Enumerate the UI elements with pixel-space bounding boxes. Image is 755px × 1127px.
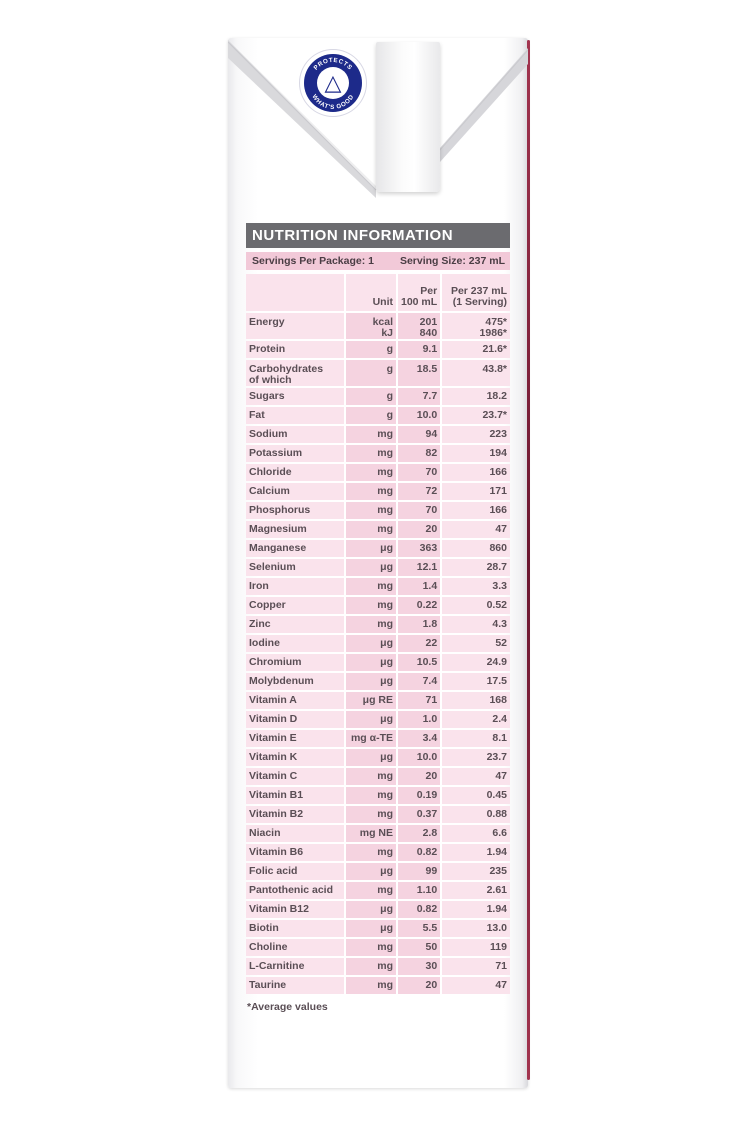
table-row — [246, 901, 510, 918]
table-row — [246, 806, 510, 823]
value-per100: 9.1 — [398, 341, 440, 358]
value-per-serving: 6.6 — [442, 825, 510, 842]
value-per100: 18.5 — [398, 360, 440, 386]
table-row — [246, 920, 510, 937]
value-per100: 20 — [398, 768, 440, 785]
table-row — [246, 313, 510, 339]
value-per100: 7.7 — [398, 388, 440, 405]
value-per-serving: 194 — [442, 445, 510, 462]
value-per100: 12.1 — [398, 559, 440, 576]
footnote: *Average values — [247, 1001, 328, 1013]
nutrient-unit: μg — [346, 635, 396, 652]
nutrient-unit: μg — [346, 540, 396, 557]
value-per100: 72 — [398, 483, 440, 500]
nutrient-unit: mg — [346, 464, 396, 481]
nutrition-table — [244, 272, 512, 996]
nutrient-name: Phosphorus — [246, 502, 344, 519]
nutrient-name: Taurine — [246, 977, 344, 994]
nutrient-unit: mg NE — [346, 825, 396, 842]
value-per-serving: 0.52 — [442, 597, 510, 614]
value-per-serving: 223 — [442, 426, 510, 443]
table-row — [246, 341, 510, 358]
nutrient-unit: mg — [346, 483, 396, 500]
svg-text:PROTECTS: PROTECTS — [312, 56, 354, 72]
table-row — [246, 578, 510, 595]
nutrient-name: Magnesium — [246, 521, 344, 538]
value-per-serving: 860 — [442, 540, 510, 557]
value-per100: 7.4 — [398, 673, 440, 690]
value-per-serving: 4.3 — [442, 616, 510, 633]
table-row — [246, 882, 510, 899]
value-per100: 82 — [398, 445, 440, 462]
nutrient-unit: mg — [346, 882, 396, 899]
nutrient-unit: μg — [346, 863, 396, 880]
value-per100: 50 — [398, 939, 440, 956]
value-per-serving: 52 — [442, 635, 510, 652]
table-row — [246, 654, 510, 671]
value-per100: 3.4 — [398, 730, 440, 747]
nutrient-unit: μg — [346, 749, 396, 766]
nutrient-name: Vitamin C — [246, 768, 344, 785]
carton-seal-flap — [376, 42, 440, 192]
nutrient-name: Vitamin B2 — [246, 806, 344, 823]
nutrient-unit: mg — [346, 616, 396, 633]
value-per100: 201 840 — [398, 313, 440, 339]
nutrient-unit: μg — [346, 711, 396, 728]
table-row — [246, 521, 510, 538]
value-per-serving: 2.61 — [442, 882, 510, 899]
value-per100: 30 — [398, 958, 440, 975]
nutrient-unit: g — [346, 341, 396, 358]
value-per-serving: 168 — [442, 692, 510, 709]
value-per100: 1.0 — [398, 711, 440, 728]
nutrient-unit: g — [346, 360, 396, 386]
nutrient-unit: mg — [346, 578, 396, 595]
nutrient-name: Chromium — [246, 654, 344, 671]
table-row — [246, 958, 510, 975]
svg-text:WHAT'S GOOD: WHAT'S GOOD — [310, 93, 356, 112]
table-row — [246, 540, 510, 557]
value-per100: 1.4 — [398, 578, 440, 595]
serving-size: Serving Size: 237 mL — [399, 255, 505, 267]
table-row — [246, 939, 510, 956]
nutrient-name: Iron — [246, 578, 344, 595]
value-per-serving: 47 — [442, 521, 510, 538]
value-per100: 99 — [398, 863, 440, 880]
nutrient-name: Pantothenic acid — [246, 882, 344, 899]
value-per-serving: 47 — [442, 977, 510, 994]
nutrient-unit: mg — [346, 806, 396, 823]
nutrient-unit: μg — [346, 559, 396, 576]
value-per100: 5.5 — [398, 920, 440, 937]
value-per-serving: 13.0 — [442, 920, 510, 937]
header-unit: Unit — [346, 274, 396, 311]
value-per100: 94 — [398, 426, 440, 443]
header-nutrient — [246, 274, 344, 311]
nutrient-name: Sugars — [246, 388, 344, 405]
value-per-serving: 0.45 — [442, 787, 510, 804]
value-per-serving: 1.94 — [442, 844, 510, 861]
value-per-serving: 24.9 — [442, 654, 510, 671]
value-per100: 1.8 — [398, 616, 440, 633]
value-per100: 1.10 — [398, 882, 440, 899]
table-row — [246, 559, 510, 576]
nutrient-name: Molybdenum — [246, 673, 344, 690]
table-row — [246, 635, 510, 652]
nutrient-name: Vitamin B6 — [246, 844, 344, 861]
value-per-serving: 171 — [442, 483, 510, 500]
nutrient-name: Calcium — [246, 483, 344, 500]
nutrient-unit: mg — [346, 768, 396, 785]
nutrient-name: Vitamin K — [246, 749, 344, 766]
nutrient-name: Protein — [246, 341, 344, 358]
value-per-serving: 71 — [442, 958, 510, 975]
table-row — [246, 360, 510, 386]
nutrient-name: Selenium — [246, 559, 344, 576]
table-row — [246, 768, 510, 785]
value-per100: 71 — [398, 692, 440, 709]
nutrient-unit: mg — [346, 844, 396, 861]
nutrition-rows — [246, 313, 510, 994]
value-per-serving: 28.7 — [442, 559, 510, 576]
table-row — [246, 502, 510, 519]
nutrient-name: Folic acid — [246, 863, 344, 880]
value-per100: 10.0 — [398, 407, 440, 424]
table-row — [246, 426, 510, 443]
nutrient-unit: μg — [346, 673, 396, 690]
nutrient-name: Carbohydrates of which — [246, 360, 344, 386]
value-per100: 70 — [398, 502, 440, 519]
nutrient-name: Vitamin D — [246, 711, 344, 728]
value-per-serving: 0.88 — [442, 806, 510, 823]
nutrient-name: Vitamin B1 — [246, 787, 344, 804]
table-row — [246, 673, 510, 690]
value-per-serving: 166 — [442, 464, 510, 481]
nutrient-unit: mg — [346, 502, 396, 519]
nutrient-unit: mg — [346, 977, 396, 994]
table-row — [246, 616, 510, 633]
value-per-serving: 475* 1986* — [442, 313, 510, 339]
nutrient-unit: g — [346, 388, 396, 405]
value-per100: 0.19 — [398, 787, 440, 804]
nutrient-name: Iodine — [246, 635, 344, 652]
table-row — [246, 464, 510, 481]
table-row — [246, 977, 510, 994]
value-per100: 22 — [398, 635, 440, 652]
tetra-pak-triangle-icon: △ — [317, 67, 349, 99]
table-row — [246, 692, 510, 709]
value-per-serving: 47 — [442, 768, 510, 785]
nutrient-unit: mg — [346, 426, 396, 443]
value-per100: 10.0 — [398, 749, 440, 766]
value-per100: 70 — [398, 464, 440, 481]
nutrient-name: Zinc — [246, 616, 344, 633]
nutrient-unit: mg α-TE — [346, 730, 396, 747]
table-row — [246, 825, 510, 842]
header-per-serving: Per 237 mL (1 Serving) — [442, 274, 510, 311]
nutrient-unit: mg — [346, 787, 396, 804]
nutrient-name: Sodium — [246, 426, 344, 443]
table-header-row — [246, 274, 510, 311]
table-row — [246, 711, 510, 728]
nutrient-name: Chloride — [246, 464, 344, 481]
nutrient-name: Vitamin B12 — [246, 901, 344, 918]
servings-bar — [246, 252, 510, 270]
value-per100: 0.37 — [398, 806, 440, 823]
table-row — [246, 407, 510, 424]
nutrient-unit: μg — [346, 920, 396, 937]
nutrient-name: Copper — [246, 597, 344, 614]
nutrient-name: Vitamin A — [246, 692, 344, 709]
value-per-serving: 2.4 — [442, 711, 510, 728]
value-per-serving: 1.94 — [442, 901, 510, 918]
nutrient-unit: mg — [346, 521, 396, 538]
table-row — [246, 749, 510, 766]
value-per100: 20 — [398, 521, 440, 538]
value-per100: 20 — [398, 977, 440, 994]
nutrient-name: Biotin — [246, 920, 344, 937]
value-per100: 10.5 — [398, 654, 440, 671]
value-per-serving: 21.6* — [442, 341, 510, 358]
nutrient-name: Fat — [246, 407, 344, 424]
value-per-serving: 23.7 — [442, 749, 510, 766]
value-per-serving: 18.2 — [442, 388, 510, 405]
table-row — [246, 597, 510, 614]
nutrient-name: Choline — [246, 939, 344, 956]
nutrient-unit: mg — [346, 939, 396, 956]
nutrient-unit: μg RE — [346, 692, 396, 709]
table-row — [246, 483, 510, 500]
value-per100: 0.22 — [398, 597, 440, 614]
value-per-serving: 8.1 — [442, 730, 510, 747]
value-per100: 2.8 — [398, 825, 440, 842]
nutrient-unit: μg — [346, 654, 396, 671]
nutrient-name: L-Carnitine — [246, 958, 344, 975]
nutrient-name: Vitamin E — [246, 730, 344, 747]
value-per-serving: 235 — [442, 863, 510, 880]
nutrient-unit: μg — [346, 901, 396, 918]
nutrient-name: Energy — [246, 313, 344, 339]
table-row — [246, 445, 510, 462]
nutrient-unit: mg — [346, 958, 396, 975]
nutrient-name: Manganese — [246, 540, 344, 557]
table-row — [246, 787, 510, 804]
value-per-serving: 23.7* — [442, 407, 510, 424]
header-per100: Per 100 mL — [398, 274, 440, 311]
value-per-serving: 3.3 — [442, 578, 510, 595]
nutrient-unit: g — [346, 407, 396, 424]
nutrient-unit: kcal kJ — [346, 313, 396, 339]
value-per-serving: 17.5 — [442, 673, 510, 690]
nutrient-unit: mg — [346, 597, 396, 614]
servings-per-package: Servings Per Package: 1 — [252, 255, 374, 267]
nutrient-unit: mg — [346, 445, 396, 462]
value-per100: 0.82 — [398, 844, 440, 861]
tetra-pak-logo — [300, 50, 366, 116]
value-per-serving: 166 — [442, 502, 510, 519]
value-per100: 363 — [398, 540, 440, 557]
nutrition-panel — [246, 223, 510, 1013]
table-row — [246, 844, 510, 861]
value-per-serving: 43.8* — [442, 360, 510, 386]
nutrition-title: NUTRITION INFORMATION — [246, 223, 510, 248]
value-per-serving: 119 — [442, 939, 510, 956]
nutrient-name: Niacin — [246, 825, 344, 842]
table-row — [246, 730, 510, 747]
value-per100: 0.82 — [398, 901, 440, 918]
table-row — [246, 863, 510, 880]
nutrient-name: Potassium — [246, 445, 344, 462]
table-row — [246, 388, 510, 405]
